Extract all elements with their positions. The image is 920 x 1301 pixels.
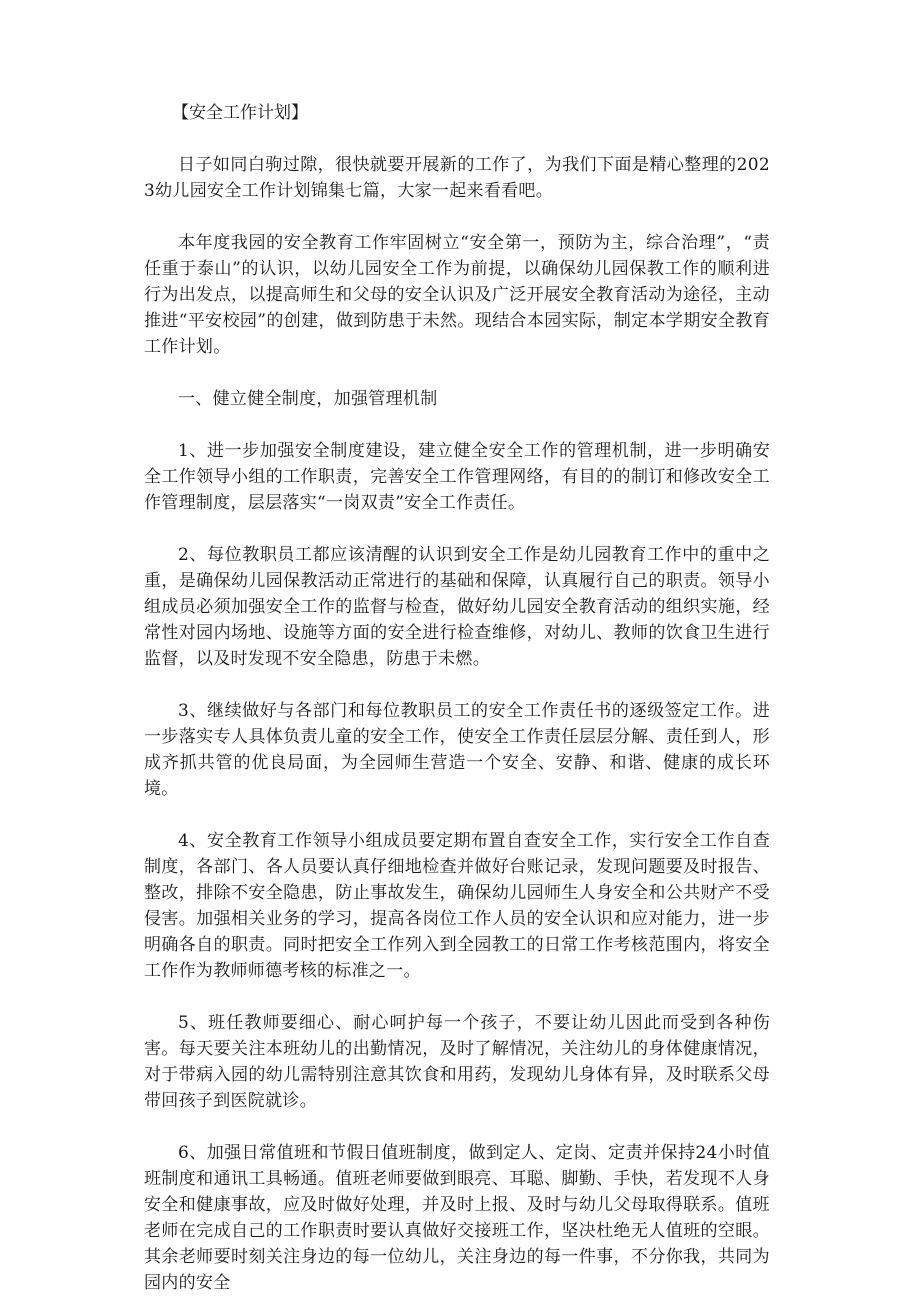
plan-item-5: 5、班任教师要细心、耐心呵护每一个孩子，不要让幼儿因此而受到各种伤害。每天要关注本班幼儿的出勤情况，及时了解情况，关注幼儿的身体健康情况，对于带病入园的幼儿需特别注意其饮食和用药，发现幼儿身体有异，及时联系父母带回孩子到医院就诊。 [144, 1013, 770, 1111]
plan-item-6: 6、加强日常值班和节假日值班制度，做到定人、定岗、定责并保持24小时值班制度和通讯工具畅通。值班老师要做到眼亮、耳聪、脚勤、手快，若发现不人身安全和健康事故，应及时做好处理，并及时上报、及时与幼儿父母取得联系。值班老师在完成自己的工作职责时要认真做好交接班工作，坚决杜绝无人值班的空眼。其余老师要时刻关注身边的每一位幼儿，关注身边的每一件事，不分你我，共同为园内的安全 [144, 1143, 770, 1293]
plan-item-4: 4、安全教育工作领导小组成员要定期布置自查安全工作，实行安全工作自查制度，各部门、各人员要认真仔细地检查并做好台账记录，发现问题要及时报告、整改，排除不安全隐患，防止事故发生，确保幼儿园师生人身安全和公共财产不受侵害。加强相关业务的学习，提高各岗位工作人员的安全认识和应对能力，进一步明确各自的职责。同时把安全工作列入到全园教工的日常工作考核范围内，将安全工作作为教师师德考核的标准之一。 [144, 831, 770, 981]
overview-paragraph: 本年度我园的安全教育工作牢固树立“安全第一，预防为主，综合治理”，“责任重于泰山”的认识，以幼儿园安全工作为前提，以确保幼儿园保教工作的顺利进行为出发点，以提高师生和父母的安全认识及广泛开展安全教育活动为途径，主动推进“平安校园”的创建，做到防患于未然。现结合本园实际，制定本学期安全教育工作计划。 [144, 233, 770, 357]
intro-paragraph: 日子如同白驹过隙，很快就要开展新的工作了，为我们下面是精心整理的2023幼儿园安全工作计划锦集七篇，大家一起来看看吧。 [144, 155, 770, 201]
plan-item-2: 2、每位教职员工都应该清醒的认识到安全工作是幼儿园教育工作中的重中之重，是确保幼儿园保教活动正常进行的基础和保障，认真履行自己的职责。领导小组成员必须加强安全工作的监督与检查，做好幼儿园安全教育活动的组织实施，经常性对园内场地、设施等方面的安全进行检查维修，对幼儿、教师的饮食卫生进行监督，以及时发现不安全隐患，防患于未燃。 [144, 545, 770, 669]
document-title: 【安全工作计划】 [172, 103, 308, 123]
section-heading: 一、健立健全制度，加强管理机制 [178, 389, 438, 409]
document-page [144, 100, 770, 1293]
plan-item-3: 3、继续做好与各部门和每位教职员工的安全工作责任书的逐级签定工作。进一步落实专人具体负责儿童的安全工作，使安全工作责任层层分解、责任到人，形成齐抓共管的优良局面，为全园师生营造一个安全、安静、和谐、健康的成长环境。 [144, 701, 770, 799]
plan-item-1: 1、进一步加强安全制度建设，建立健全安全工作的管理机制，进一步明确安全工作领导小组的工作职责，完善安全工作管理网络，有目的的制订和修改安全工作管理制度，层层落实“一岗双责”安全工作责任。 [144, 441, 770, 513]
